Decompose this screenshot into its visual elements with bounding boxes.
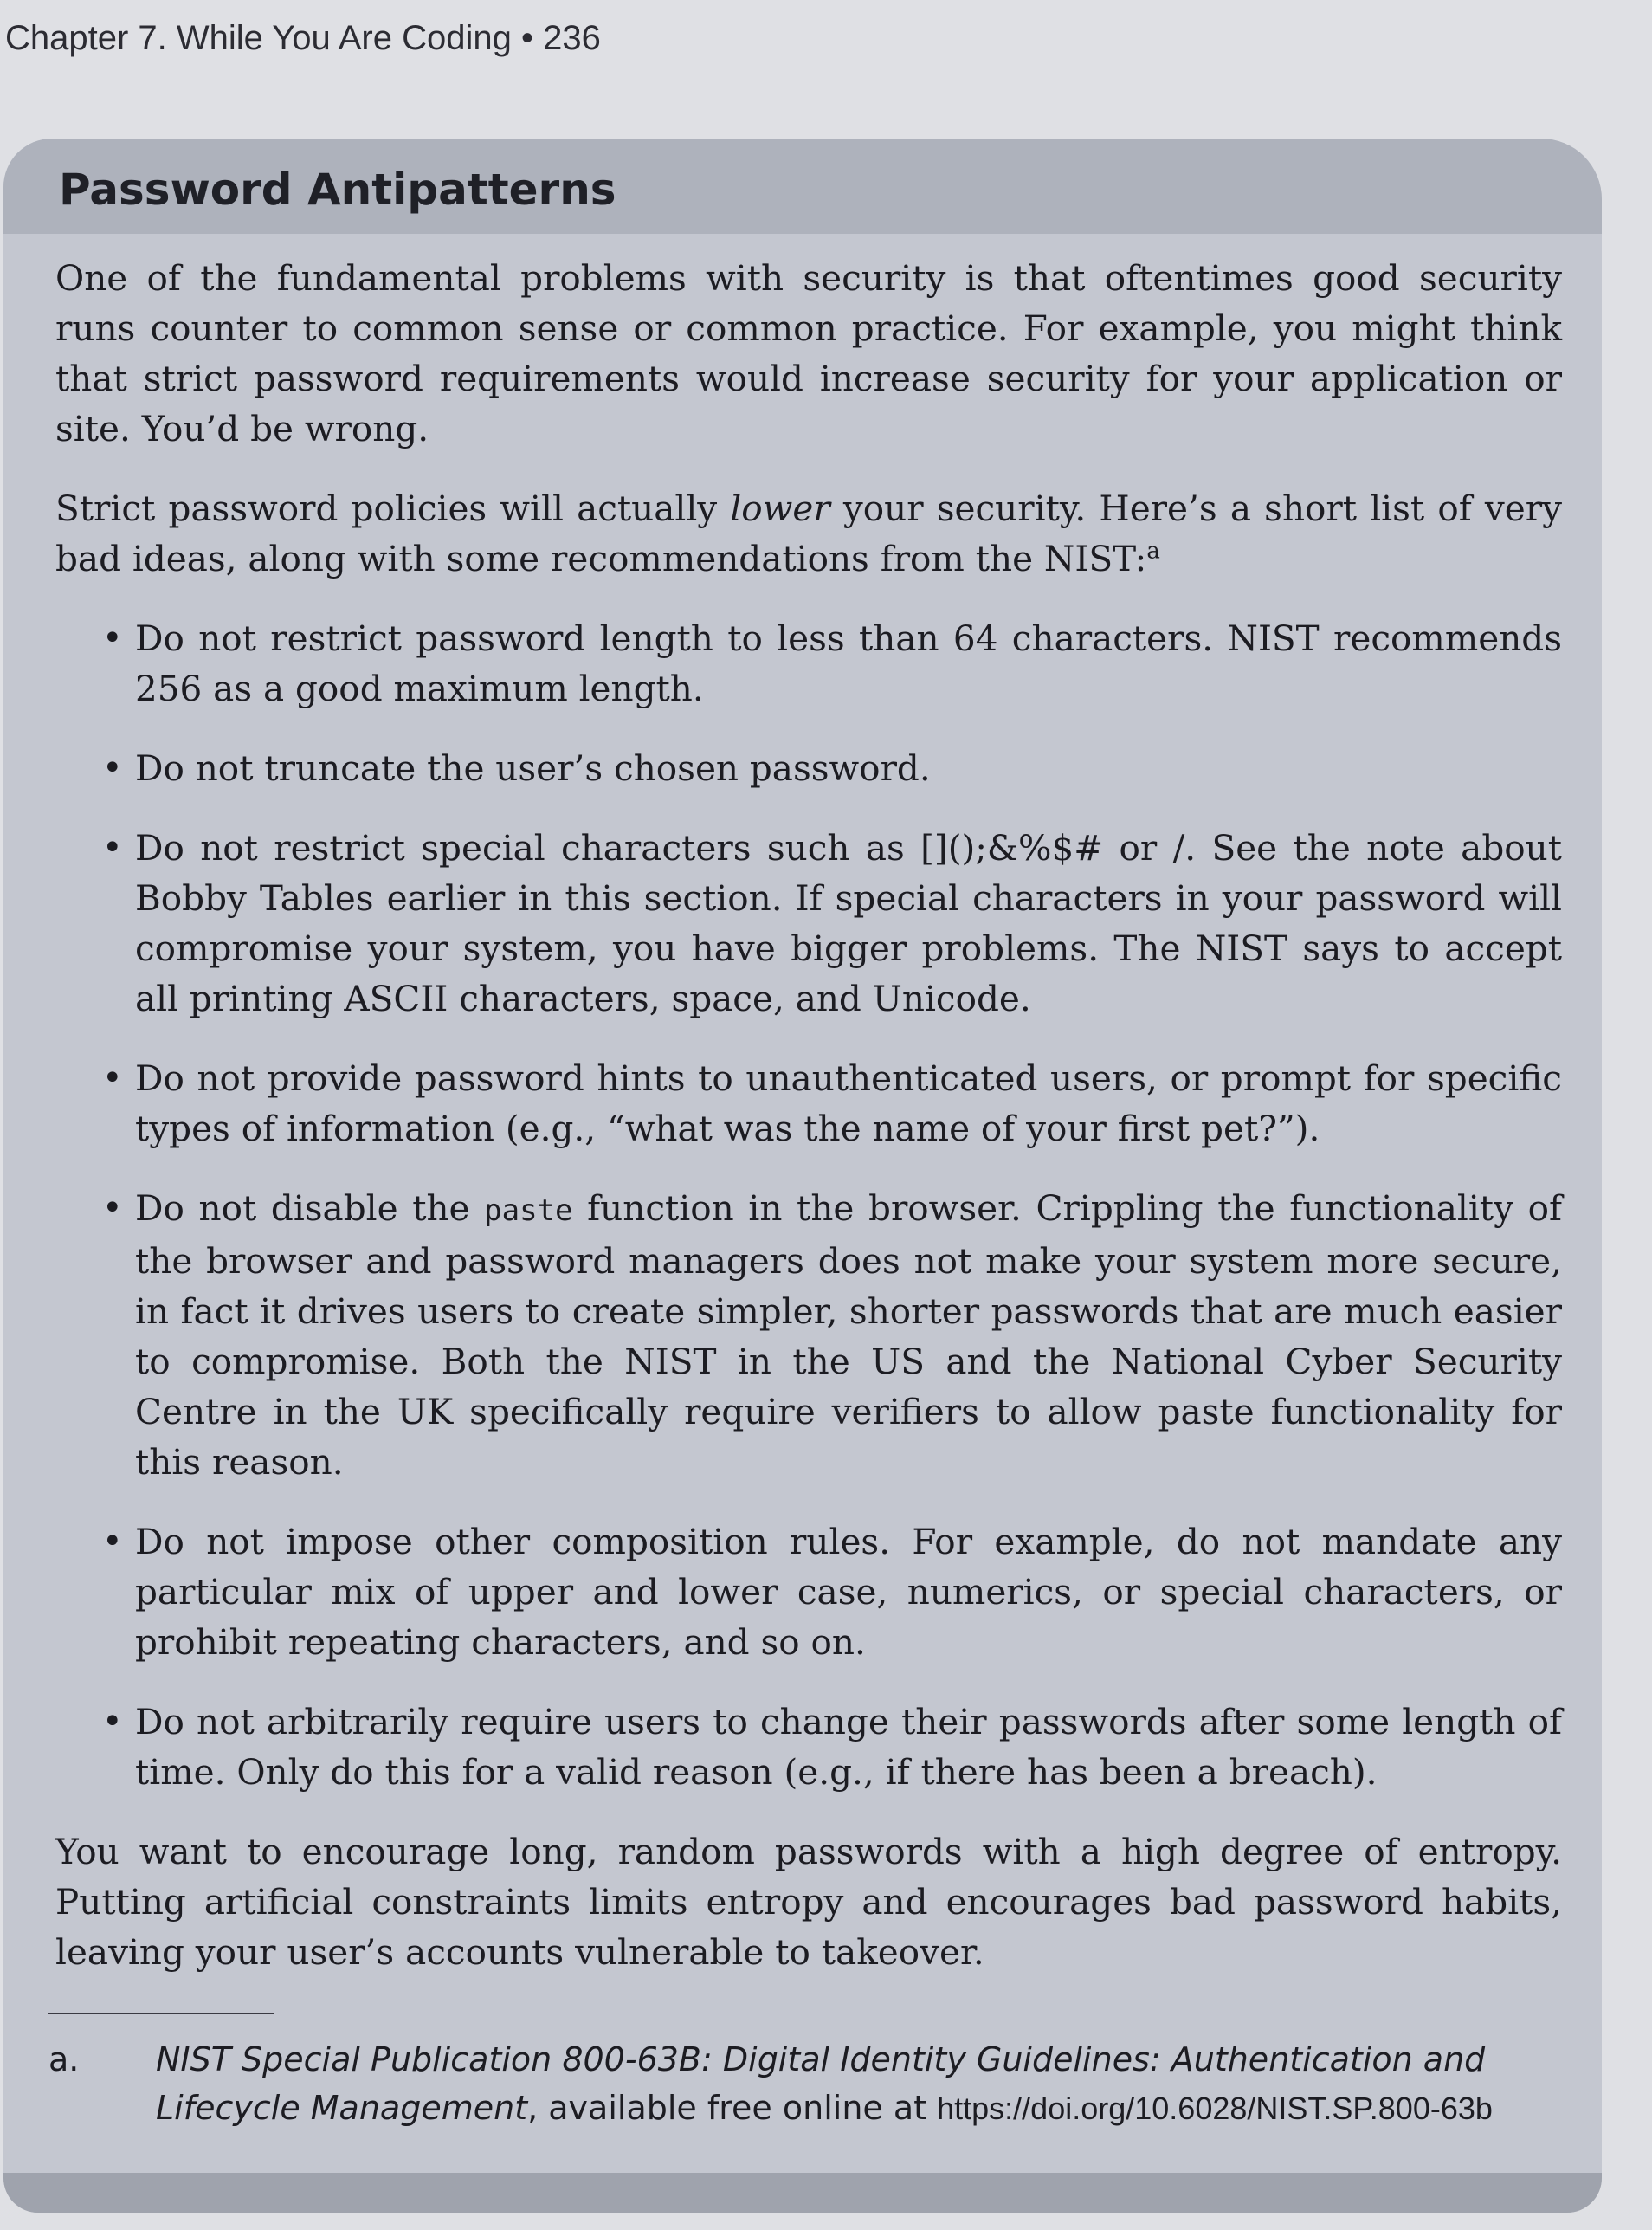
list-item [55, 1516, 1562, 1667]
sidebar-box [3, 139, 1602, 2213]
footnote-title: NIST Special Publication 800-63B: Digital Identity Guidelines: Authentication and Lifecycle Management [156, 2040, 1486, 2127]
bullet-icon: • [102, 1188, 123, 1228]
list-item [55, 743, 1562, 793]
footnote-divider [48, 2013, 274, 2014]
footnote-reference: a [1146, 538, 1160, 565]
running-header [5, 19, 601, 58]
antipattern-list [55, 613, 1562, 1797]
sidebar-title: Password Antipatterns [59, 165, 616, 215]
list-item [55, 613, 1562, 714]
list-item-text: Do not restrict special characters such as []();&%$# or /. See the note about Bobby Tables earlier in this section. If special characters in your password will compromise your system, you have bigger problems. The NIST says to accept all printing ASCII characters, space, and Unicode. [135, 827, 1562, 1019]
bullet-icon: • [102, 748, 123, 788]
list-item-text: Do not impose other composition rules. For example, do not mandate any particular mix of upper and lower case, numerics, or special characters, or prohibit repeating characters, and so on. [135, 1521, 1562, 1663]
policy-paragraph [55, 483, 1562, 584]
intro-paragraph: One of the fundamental problems with security is that oftentimes good security runs counter to common sense or common practice. For example, you might think that strict password requirements would increase security for your application or site. You’d be wrong. [55, 257, 1562, 449]
bullet-icon: • [102, 828, 123, 868]
list-item-text: Do not restrict password length to less than 64 characters. NIST recommends 256 as a good maximum length. [135, 617, 1562, 709]
bullet-icon: • [102, 1522, 123, 1561]
header-separator: • [520, 19, 533, 57]
page-number: 236 [543, 19, 601, 57]
list-item [55, 1183, 1562, 1487]
sidebar-bottom-band [3, 2173, 1602, 2213]
footnote [48, 2035, 1572, 2133]
footnote-text [48, 2035, 1572, 2133]
list-item-text: Do not truncate the user’s chosen password. [135, 747, 931, 789]
paste-code: paste [484, 1193, 573, 1228]
list-item-text: Do not arbitrarily require users to change their passwords after some length of time. Only do this for a valid reason (e.g., if there has been a breach). [135, 1701, 1562, 1793]
list-item-text-after: function in the browser. Crippling the functionality of the browser and password managers does not make your system more secure, in fact it drives users to create simpler, shorter passwords that are much easier to compromise. Both the NIST in the US and the National Cyber Security Centre in the UK specifically require verifiers to allow paste functionality for this reason. [135, 1187, 1562, 1483]
chapter-title: Chapter 7. While You Are Coding [5, 19, 512, 57]
policy-emphasis: lower [730, 488, 830, 529]
conclusion-paragraph: You want to encourage long, random passwords with a high degree of entropy. Putting artificial constraints limits entropy and encourages bad password habits, leaving your user’s accounts vulnerable to takeover. [55, 1831, 1562, 1973]
list-item-text: Do not provide password hints to unauthenticated users, or prompt for specific types of information (e.g., “what was the name of your first pet?”). [135, 1057, 1562, 1149]
policy-text-after: your security. Here’s a short list of very bad ideas, along with some recommendations from the NIST: [55, 488, 1562, 579]
footnote-url: https://doi.org/10.6028/NIST.SP.800-63b [937, 2091, 1493, 2126]
sidebar-content [55, 253, 1562, 2007]
footnote-label: a. [48, 2040, 80, 2078]
list-item [55, 1697, 1562, 1797]
bullet-icon: • [102, 1058, 123, 1098]
list-item [55, 823, 1562, 1024]
list-item [55, 1053, 1562, 1154]
bullet-icon: • [102, 618, 123, 658]
footnote-middle: , available free online at [527, 2089, 938, 2127]
policy-text-before: Strict password policies will actually [55, 488, 731, 529]
bullet-icon: • [102, 1702, 123, 1742]
list-item-text-before: Do not disable the [135, 1187, 485, 1229]
